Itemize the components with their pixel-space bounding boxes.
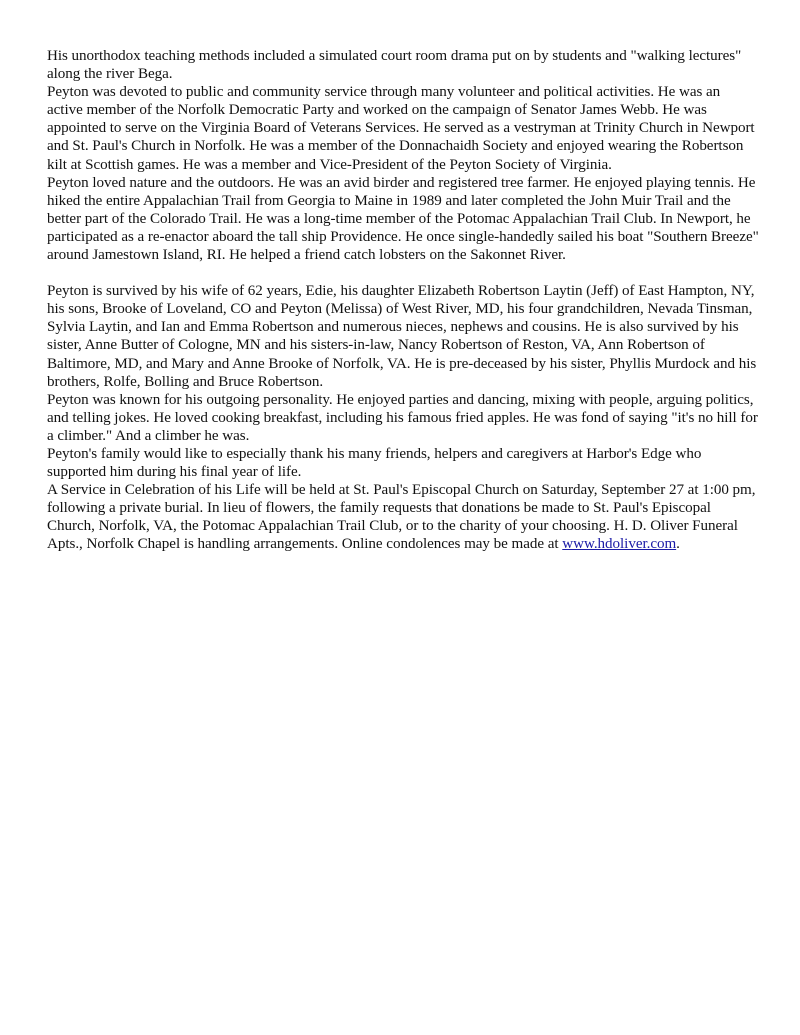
- teaching-methods-paragraph: His unorthodox teaching methods included a simulated court room drama put on by students and "walking lectures" along the river Bega.: [47, 48, 742, 83]
- survivors-paragraph: Peyton is survived by his wife of 62 years, Edie, his daughter Elizabeth Robertson Laytin (Jeff) of East Hampton, NY, his sons, Brooke of Loveland, CO and Peyton (Melissa) of West River, MD, his four grandchildren, Nevada Tinsman, Sylvia Laytin, and Ian and Emma Robertson and numerous nieces, nephews and cousins. He is also survived by his sister, Anne Butter of Cologne, MN and his sisters-in-law, Nancy Robertson of Reston, VA, Ann Robertson of Baltimore, MD, and Mary and Anne Brooke of Norfolk, VA. He is pre-deceased by his sister, Phyllis Murdock and his brothers, Rolfe, Bolling and Bruce Robertson.: [47, 283, 757, 390]
- personality-paragraph: Peyton was known for his outgoing personality. He enjoyed parties and dancing, mixing with people, arguing politics, and telling jokes. He loved cooking breakfast, including his famous fried apples. He was fond of saying "it's no hill for a climber." And a climber he was.: [47, 391, 758, 444]
- obituary-document: [47, 47, 759, 554]
- paragraph-spacer: [47, 264, 759, 282]
- service-paragraph: [47, 481, 759, 553]
- funeral-home-link[interactable]: www.hdoliver.com: [562, 536, 677, 553]
- nature-outdoors-paragraph: Peyton loved nature and the outdoors. He was an avid birder and registered tree farmer. He enjoyed playing tennis. He hiked the entire Appalachian Trail from Georgia to Maine in 1989 and later completed the John Muir Trail and the better part of the Colorado Trail. He was a long-time member of the Potomac Appalachian Trail Club. In Newport, he participated as a re-enactor aboard the tall ship Providence. He once single-handedly sailed his boat "Southern Breeze" around Jamestown Island, RI. He helped a friend catch lobsters on the Sakonnet River.: [47, 174, 759, 264]
- service-text: A Service in Celebration of his Life will be held at St. Paul's Episcopal Church on Saturday, September 27 at 1:00 pm, following a private burial. In lieu of flowers, the family requests that donations be made to St. Paul's Episcopal Church, Norfolk, VA, the Potomac Appalachian Trail Club, or to the charity of your choosing. H. D. Oliver Funeral Apts., Norfolk Chapel is handling arrangements. Online condolences may be made at: [47, 482, 756, 553]
- family-thanks-paragraph: Peyton's family would like to especially thank his many friends, helpers and caregivers at Harbor's Edge who supported him during his final year of life.: [47, 445, 702, 481]
- service-trailing: .: [676, 536, 680, 553]
- public-service-paragraph: Peyton was devoted to public and community service through many volunteer and political activities. He was an active member of the Norfolk Democratic Party and worked on the campaign of Senator James Webb. He was appointed to serve on the Virginia Board of Veterans Services. He served as a vestryman at Trinity Church in Newport and St. Paul's Church in Norfolk. He was a member of the Donnachaidh Society and enjoyed wearing the Robertson kilt at Scottish games. He was a member and Vice-President of the Peyton Society of Virginia.: [47, 84, 755, 173]
